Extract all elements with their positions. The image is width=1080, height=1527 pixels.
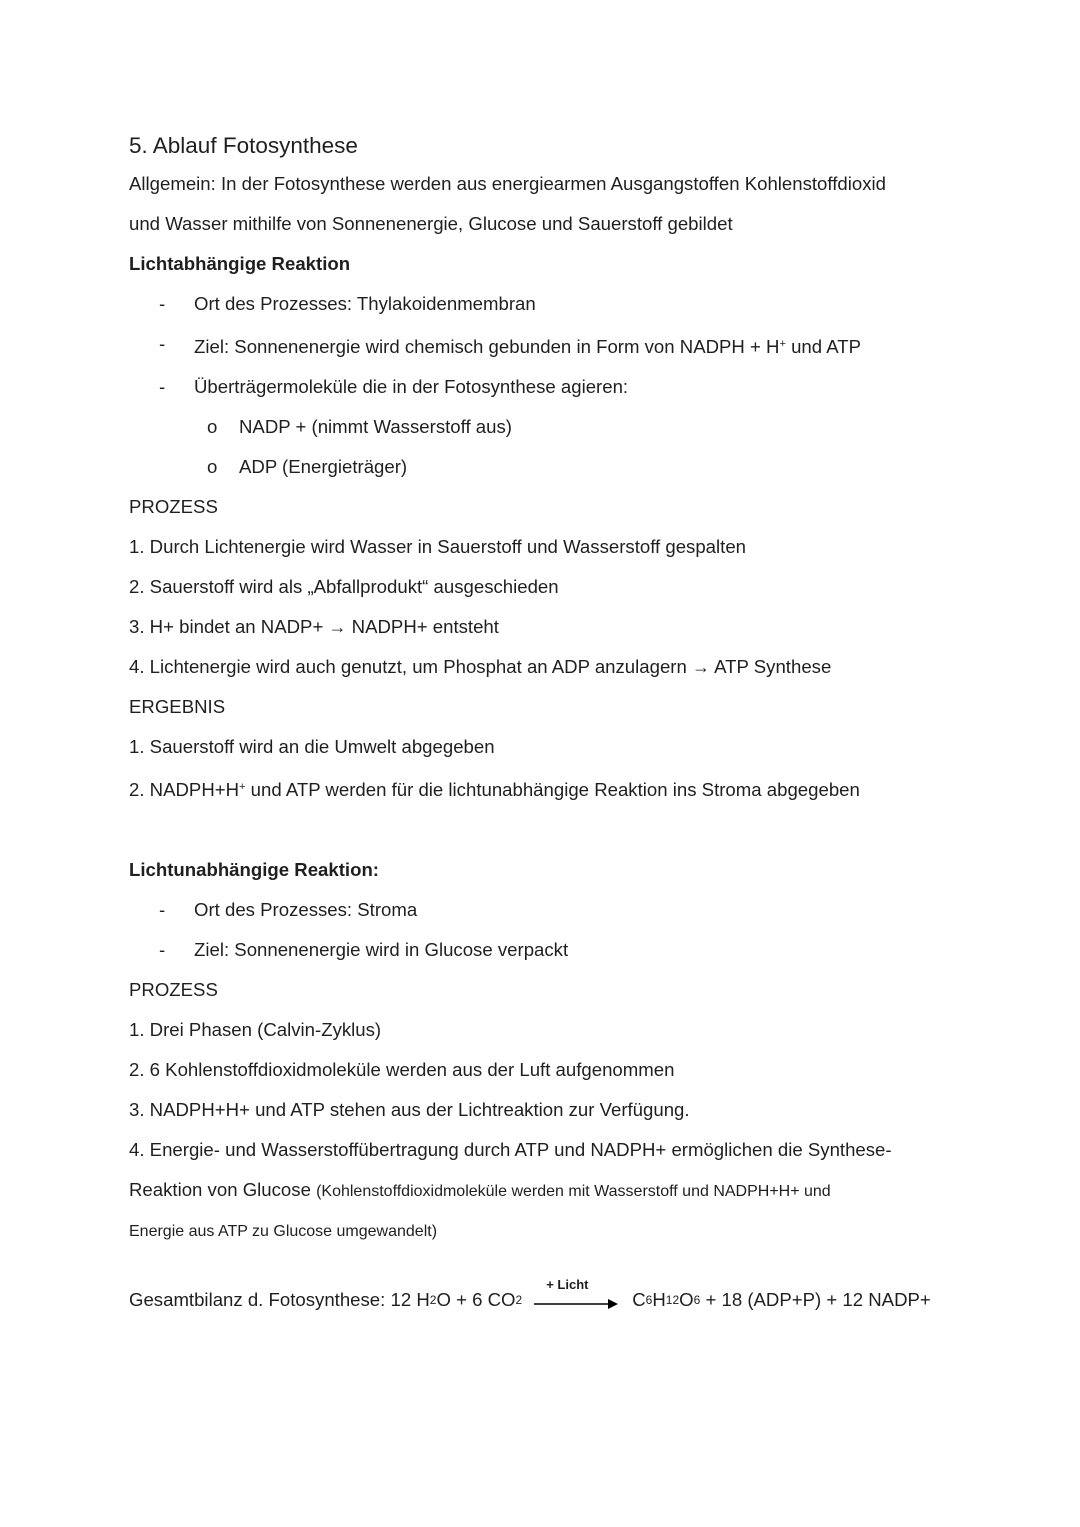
process-step [129,647,959,687]
subscript: 2 [515,1293,523,1307]
arrow-right-icon: → [328,617,347,637]
bullet-item [129,324,959,367]
result-label: ERGEBNIS [129,696,226,717]
arrow-right-icon: → [692,657,711,677]
page-title: 5. Ablauf Fotosynthese [129,133,358,158]
process-step: 3. NADPH+H+ und ATP stehen aus der Lichtreaktion zur Verfügung. [129,1099,690,1120]
intro-line-2: und Wasser mithilfe von Sonnenenergie, Glucose und Sauerstoff gebildet [129,213,733,234]
reaction-arrow-icon [534,1277,620,1314]
overall-equation [129,1277,959,1314]
process-step: 4. Energie- und Wasserstoffübertragung durch ATP und NADPH+ ermöglichen die Synthese- [129,1139,892,1160]
process-label: PROZESS [129,496,218,517]
process-step: 2. 6 Kohlenstoffdioxidmoleküle werden aus der Luft aufgenommen [129,1059,675,1080]
equation-text: O + 6 CO [436,1289,516,1310]
dash-marker: - [159,333,166,354]
equation-text: H [652,1289,666,1310]
section-heading-light: Lichtabhängige Reaktion [129,253,351,274]
bullet-text: Ort des Prozesses: Thylakoidenmembran [194,293,536,314]
reaction-arrow-label: + Licht [546,1277,589,1292]
bullet-item [129,930,959,970]
circle-marker: o [207,456,218,477]
equation-text: + 18 (ADP+P) + 12 NADP+ [700,1289,931,1310]
dash-marker: - [159,939,166,960]
bullet-item [129,367,959,407]
process-step-note: (Kohlenstoffdioxidmoleküle werden mit Wasserstoff und NADPH+H+ und [316,1183,831,1200]
process-step-note: Energie aus ATP zu Glucose umgewandelt) [129,1223,438,1240]
process-step: 1. Drei Phasen (Calvin-Zyklus) [129,1019,382,1040]
bullet-text: Ziel: Sonnenenergie wird in Glucose verpackt [194,939,569,960]
bullet-item [129,890,959,930]
sub-bullet-text: ADP (Energieträger) [239,456,408,477]
equation-text: O [679,1289,694,1310]
process-label: PROZESS [129,979,218,1000]
process-step [129,607,959,647]
result-text: 2. NADPH+H [129,779,240,800]
result-item [129,767,959,810]
result-text-end: und ATP werden für die lichtunabhängige Reaktion ins Stroma abgegeben [245,779,860,800]
subscript: 6 [693,1293,701,1307]
bullet-item [129,284,959,324]
result-item: 1. Sauerstoff wird an die Umwelt abgegeben [129,736,495,757]
document-page [129,128,959,1314]
bullet-text-end: und ATP [785,336,862,357]
subscript: 2 [429,1293,437,1307]
process-step: 2. Sauerstoff wird als „Abfallprodukt“ ausgeschieden [129,576,559,597]
arrow-right-icon [534,1298,620,1310]
dash-marker: - [159,376,166,397]
equation-text: C [632,1289,646,1310]
process-step: 1. Durch Lichtenergie wird Wasser in Sauerstoff und Wasserstoff gespalten [129,536,746,557]
process-step-tail: NADPH+ entsteht [351,616,499,637]
bullet-text: Ort des Prozesses: Stroma [194,899,418,920]
dash-marker: - [159,899,166,920]
equation-text: Gesamtbilanz d. Fotosynthese: 12 H [129,1289,430,1310]
subscript: 6 [645,1293,653,1307]
dash-marker: - [159,293,166,314]
process-step-text: 3. H+ bindet an NADP+ [129,616,324,637]
circle-marker: o [207,416,218,437]
sub-bullet-item [129,407,959,447]
bullet-text: Ziel: Sonnenenergie wird chemisch gebunden in Form von NADPH + H [194,336,780,357]
process-step-continuation [129,1170,959,1212]
process-step-tail: ATP Synthese [714,656,832,677]
bullet-text: Überträgermoleküle die in der Fotosynthese agieren: [194,376,629,397]
process-step-text: 4. Lichtenergie wird auch genutzt, um Phosphat an ADP anzulagern [129,656,687,677]
sub-bullet-text: NADP + (nimmt Wasserstoff aus) [239,416,512,437]
spacer [129,810,959,850]
section-heading-dark: Lichtunabhängige Reaktion: [129,859,379,880]
superscript: + [239,781,246,793]
subscript: 12 [665,1293,680,1307]
intro-line-1: Allgemein: In der Fotosynthese werden aus energiearmen Ausgangstoffen Kohlenstoffdioxid [129,173,886,194]
sub-bullet-item [129,447,959,487]
superscript: + [779,338,786,350]
process-step-text: Reaktion von Glucose [129,1179,317,1200]
